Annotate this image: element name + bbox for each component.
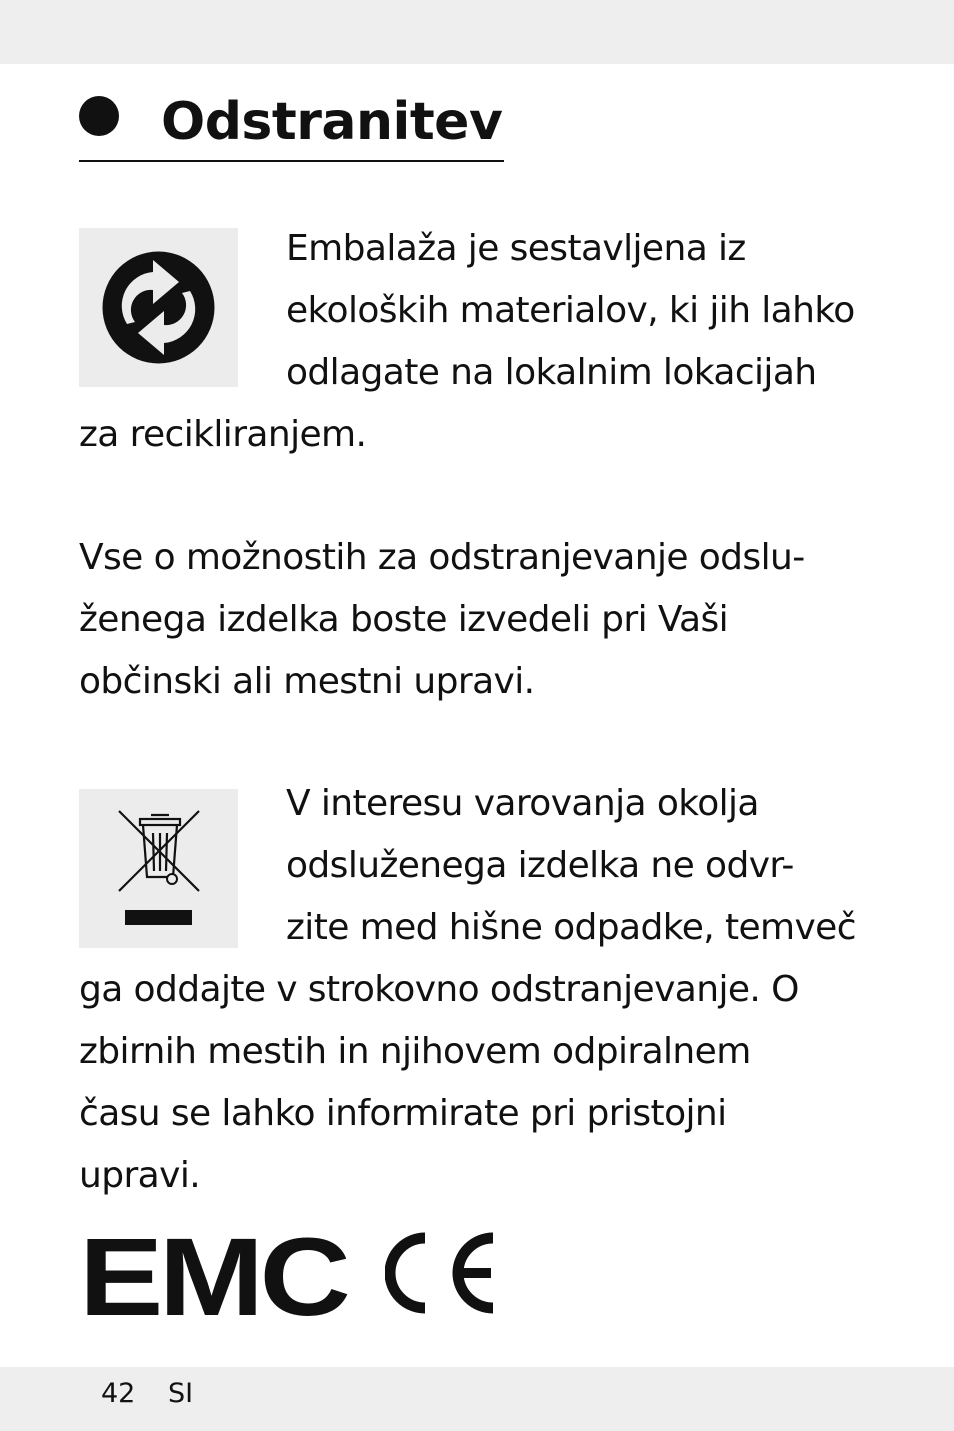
emc-label: EMC	[79, 1216, 347, 1339]
weee-text-line-7: upravi.	[79, 1155, 201, 1196]
weee-text-line-2: odsluženega izdelka ne odvr-	[286, 845, 794, 886]
crossed-out-wheelie-bin-icon	[79, 789, 238, 948]
page-title: Odstranitev	[161, 92, 503, 152]
packaging-text-line-2: ekoloških materialov, ki jih lahko	[286, 290, 855, 331]
green-dot-recycling-icon	[79, 228, 238, 387]
packaging-text-line-3: odlagate na lokalnim lokacijah	[286, 352, 817, 393]
ce-mark-icon	[385, 1232, 500, 1318]
weee-text-line-4: ga oddajte v strokovno odstranjevanje. O	[79, 969, 799, 1010]
section-heading	[79, 88, 504, 162]
weee-text-line-6: času se lahko informirate pri pristojni	[79, 1093, 727, 1134]
emc-mark	[79, 1216, 347, 1339]
footer-band	[0, 1367, 954, 1431]
top-band	[0, 0, 954, 64]
weee-text-line-3: zite med hišne odpadke, temveč	[286, 907, 856, 948]
weee-text-line-1: V interesu varovanja okolja	[286, 783, 759, 824]
packaging-text-line-1: Embalaža je sestavljena iz	[286, 228, 746, 269]
bullet-icon	[79, 96, 119, 136]
disposal-info-line-3: občinski ali mestni upravi.	[79, 661, 535, 702]
disposal-info-line-2: ženega izdelka boste izvedeli pri Vaši	[79, 599, 729, 640]
language-code: SI	[168, 1378, 194, 1409]
disposal-info-line-1: Vse o možnostih za odstranjevanje odslu-	[79, 537, 805, 578]
page-number: 42	[101, 1378, 136, 1409]
packaging-text-line-4: za recikliranjem.	[79, 414, 367, 455]
weee-text-line-5: zbirnih mestih in njihovem odpiralnem	[79, 1031, 751, 1072]
